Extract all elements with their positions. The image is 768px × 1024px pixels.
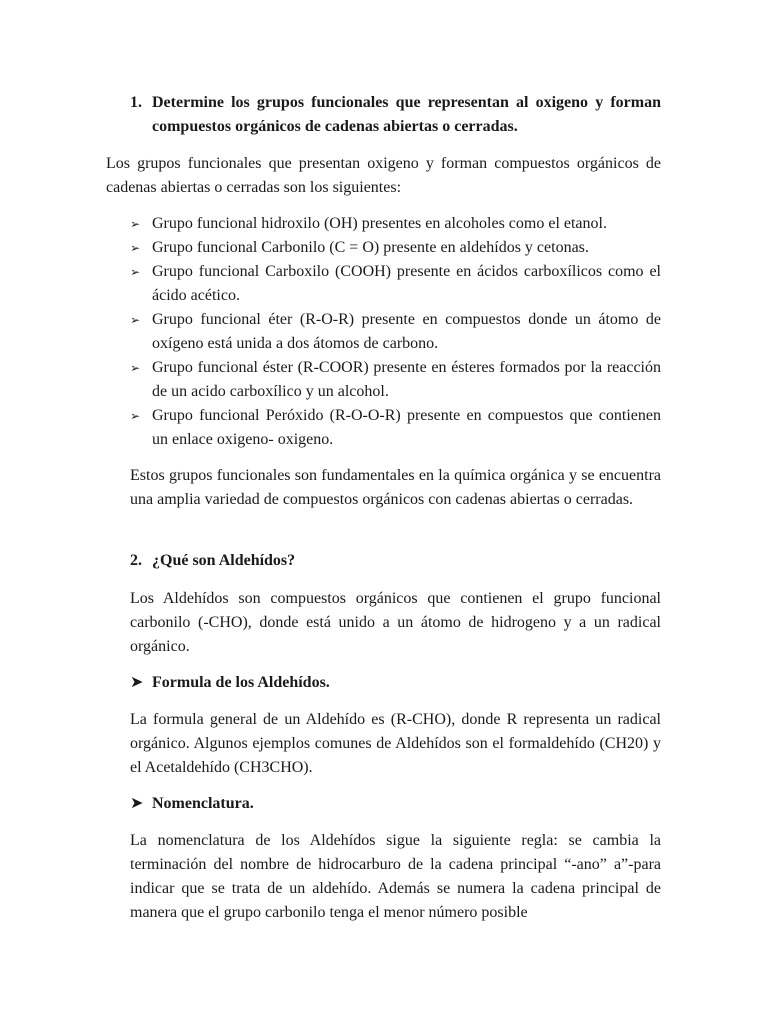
- arrowhead-bullet-icon: ➢: [130, 313, 141, 327]
- list-item-text: Grupo funcional Carboxilo (COOH) presente en ácidos carboxílicos como el ácido acético.: [152, 263, 661, 304]
- arrowhead-bullet-icon: ➢: [130, 241, 141, 255]
- list-item-text: Grupo funcional Peróxido (R-O-O-R) presente en compuestos que contienen un enlace oxigeno- oxigeno.: [152, 407, 661, 448]
- list-item: [130, 404, 661, 452]
- list-item: [130, 356, 661, 404]
- question-2-heading: [130, 549, 661, 573]
- list-item-text: Grupo funcional éster (R-COOR) presente en ésteres formados por la reacción de un acido carboxílico y un alcohol.: [152, 359, 661, 400]
- nomenclature-paragraph: La nomenclatura de los Aldehídos sigue la siguiente regla: se cambia la terminación del nombre de hidrocarburo de la cadena principal “-ano” a”-para indicar que se trata de un aldehído. Además se numera la cadena principal de manera que el grupo carbonilo tenga el menor número posible: [130, 832, 661, 921]
- functional-groups-list: [130, 212, 661, 452]
- list-item: [130, 260, 661, 308]
- list-item: [130, 236, 661, 260]
- list-item-text: Grupo funcional Carbonilo (C = O) presente en aldehídos y cetonas.: [152, 239, 589, 256]
- arrowhead-bullet-icon: ➤: [130, 793, 144, 812]
- summary-paragraph: Estos grupos funcionales son fundamentales en la química orgánica y se encuentra una amplia variedad de compuestos orgánicos con cadenas abiertas o cerradas.: [130, 467, 661, 508]
- nomenclature-heading-text: Nomenclatura.: [152, 795, 254, 812]
- aldehydes-definition-paragraph: Los Aldehídos son compuestos orgánicos que contienen el grupo funcional carbonilo (-CHO), donde está unido a un átomo de hidrogeno y a un radical orgánico.: [130, 590, 661, 655]
- arrowhead-bullet-icon: ➢: [130, 265, 141, 279]
- list-item: [130, 212, 661, 236]
- list-item-text: Grupo funcional éter (R-O-R) presente en compuestos donde un átomo de oxígeno está unida a dos átomos de carbono.: [152, 311, 661, 352]
- formula-heading-text: Formula de los Aldehídos.: [152, 674, 330, 691]
- formula-paragraph: La formula general de un Aldehído es (R-CHO), donde R representa un radical orgánico. Algunos ejemplos comunes de Aldehídos son el formaldehído (CH20) y el Acetaldehído (CH3CHO).: [130, 711, 661, 776]
- question-1-heading: [130, 91, 661, 139]
- list-item-text: Grupo funcional hidroxilo (OH) presentes en alcoholes como el etanol.: [152, 215, 607, 232]
- arrowhead-bullet-icon: ➢: [130, 361, 141, 375]
- question-1-number: 1.: [130, 94, 142, 111]
- question-2-number: 2.: [130, 552, 142, 569]
- arrowhead-bullet-icon: ➢: [130, 409, 141, 423]
- intro-paragraph: Los grupos funcionales que presentan oxigeno y forman compuestos orgánicos de cadenas abiertas o cerradas son los siguientes:: [106, 155, 661, 196]
- nomenclature-subheading: [130, 792, 661, 816]
- formula-subheading: [130, 671, 661, 695]
- question-1-text: Determine los grupos funcionales que representan al oxigeno y forman compuestos orgánicos de cadenas abiertas o cerradas.: [152, 94, 661, 135]
- arrowhead-bullet-icon: ➢: [130, 217, 141, 231]
- list-item: [130, 308, 661, 356]
- arrowhead-bullet-icon: ➤: [130, 672, 144, 691]
- question-2-text: ¿Qué son Aldehídos?: [152, 552, 296, 569]
